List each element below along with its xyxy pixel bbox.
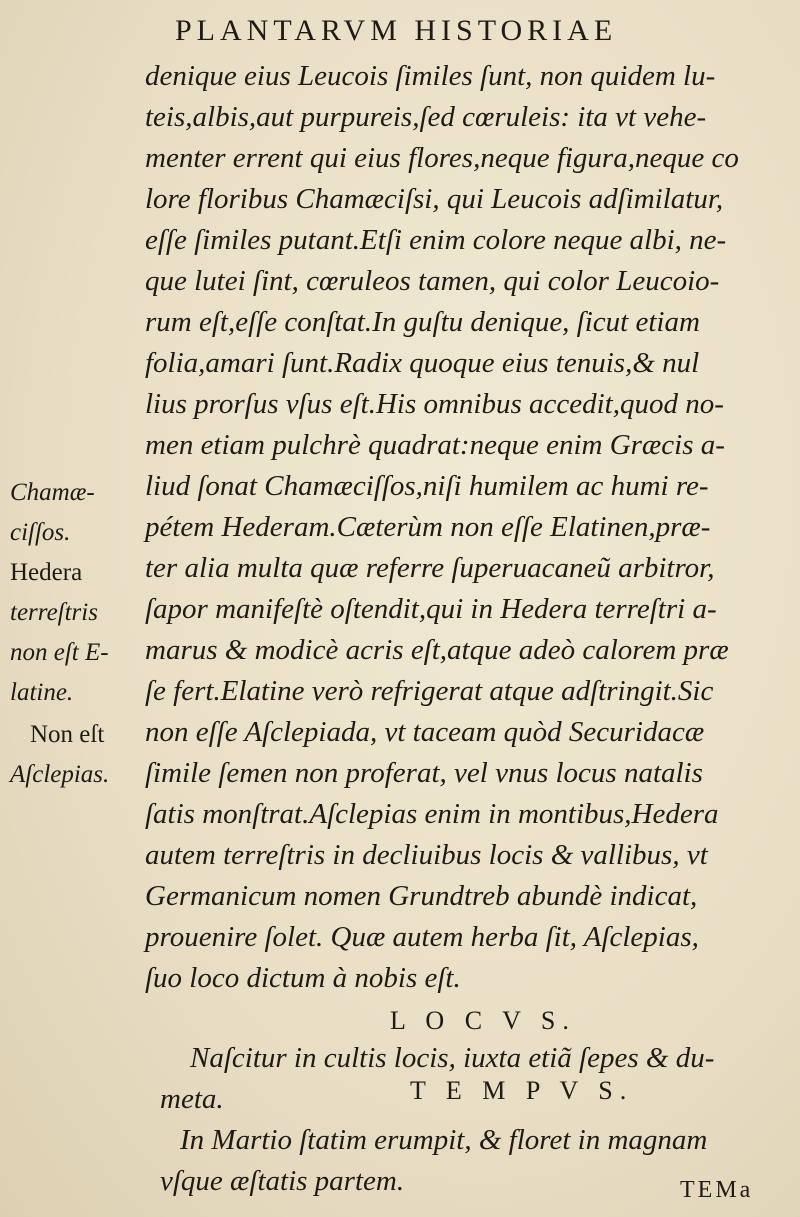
- text-line: liud ſonat Chamæciſſos,niſi humilem ac humi re-: [145, 470, 709, 502]
- text-line: men etiam pulchrè quadrat:neque enim Græcis a-: [145, 429, 725, 461]
- text-line: ſatis monſtrat.Aſclepias enim in montibus,Hedera: [145, 798, 719, 830]
- margin-note-line: Hedera: [10, 559, 83, 586]
- text-line: marus & modicè acris eſt,atque adeò calorem præ: [145, 634, 729, 666]
- margin-note-line: Non eſt: [30, 721, 105, 748]
- text-line: pétem Hederam.Cæterùm non eſſe Elatinen,præ-: [145, 511, 711, 543]
- section-title-tempus: T E M P V S.: [410, 1076, 634, 1105]
- text-line: prouenire ſolet. Quæ autem herba ſit, Aſclepias,: [145, 921, 699, 953]
- text-line: denique eius Leucois ſimiles ſunt, non quidem lu-: [145, 60, 716, 92]
- margin-note-line: Aſclepias.: [10, 761, 110, 788]
- section-text-line: Naſcitur in cultis locis, iuxta etiã ſepes & du-: [190, 1042, 715, 1074]
- catchword: TEMa: [680, 1177, 754, 1203]
- margin-note-line: ciſſos.: [10, 519, 71, 546]
- text-line: ſe fert.Elatine verò refrigerat atque adſtringit.Sic: [145, 675, 714, 707]
- text-line: lore floribus Chamæciſsi, qui Leucois adſimilatur,: [145, 183, 724, 215]
- text-line: autem terreſtris in decliuibus locis & vallibus, vt: [145, 839, 708, 871]
- text-line: teis,albis,aut purpureis,ſed cœruleis: ita vt vehe-: [145, 101, 707, 133]
- section-title-locus: L O C V S.: [390, 1006, 576, 1035]
- text-line: eſſe ſimiles putant.Etſi enim colore neque albi, ne-: [145, 224, 727, 256]
- text-line: non eſſe Aſclepiada, vt taceam quòd Securidacæ: [145, 716, 705, 748]
- margin-note-line: non eſt E-: [10, 639, 109, 666]
- text-line: ſimile ſemen non proferat, vel vnus locus natalis: [145, 757, 703, 789]
- text-line: ſapor manifeſtè oſtendit,qui in Hedera terreſtri a-: [145, 593, 717, 625]
- running-header: PLANTARVM HISTORIAE: [175, 14, 618, 47]
- text-line: folia,amari ſunt.Radix quoque eius tenuis,& nul: [145, 347, 700, 379]
- text-line: que lutei ſint, cœruleos tamen, qui color Leucoio-: [145, 265, 720, 297]
- text-line: ſuo loco dictum à nobis eſt.: [145, 962, 461, 994]
- text-line: menter errent qui eius flores,neque figura,neque co: [145, 142, 739, 174]
- text-line: rum eſt,eſſe conſtat.In guſtu denique, ſicut etiam: [145, 306, 700, 338]
- section-text-line: vſque æſtatis partem.: [160, 1165, 405, 1197]
- section-text-line: In Martio ſtatim erumpit, & floret in magnam: [180, 1124, 708, 1156]
- text-line: lius prorſus vſus eſt.His omnibus accedit,quod no-: [145, 388, 724, 420]
- margin-note-line: latine.: [10, 679, 74, 706]
- text-line: Germanicum nomen Grundtreb abundè indicat,: [145, 880, 698, 912]
- margin-note-line: Chamæ-: [10, 479, 95, 506]
- text-line: ter alia multa quæ referre ſuperuacaneũ arbitror,: [145, 552, 715, 584]
- margin-note-line: terreſtris: [10, 599, 98, 626]
- section-text-line: meta.: [160, 1083, 224, 1115]
